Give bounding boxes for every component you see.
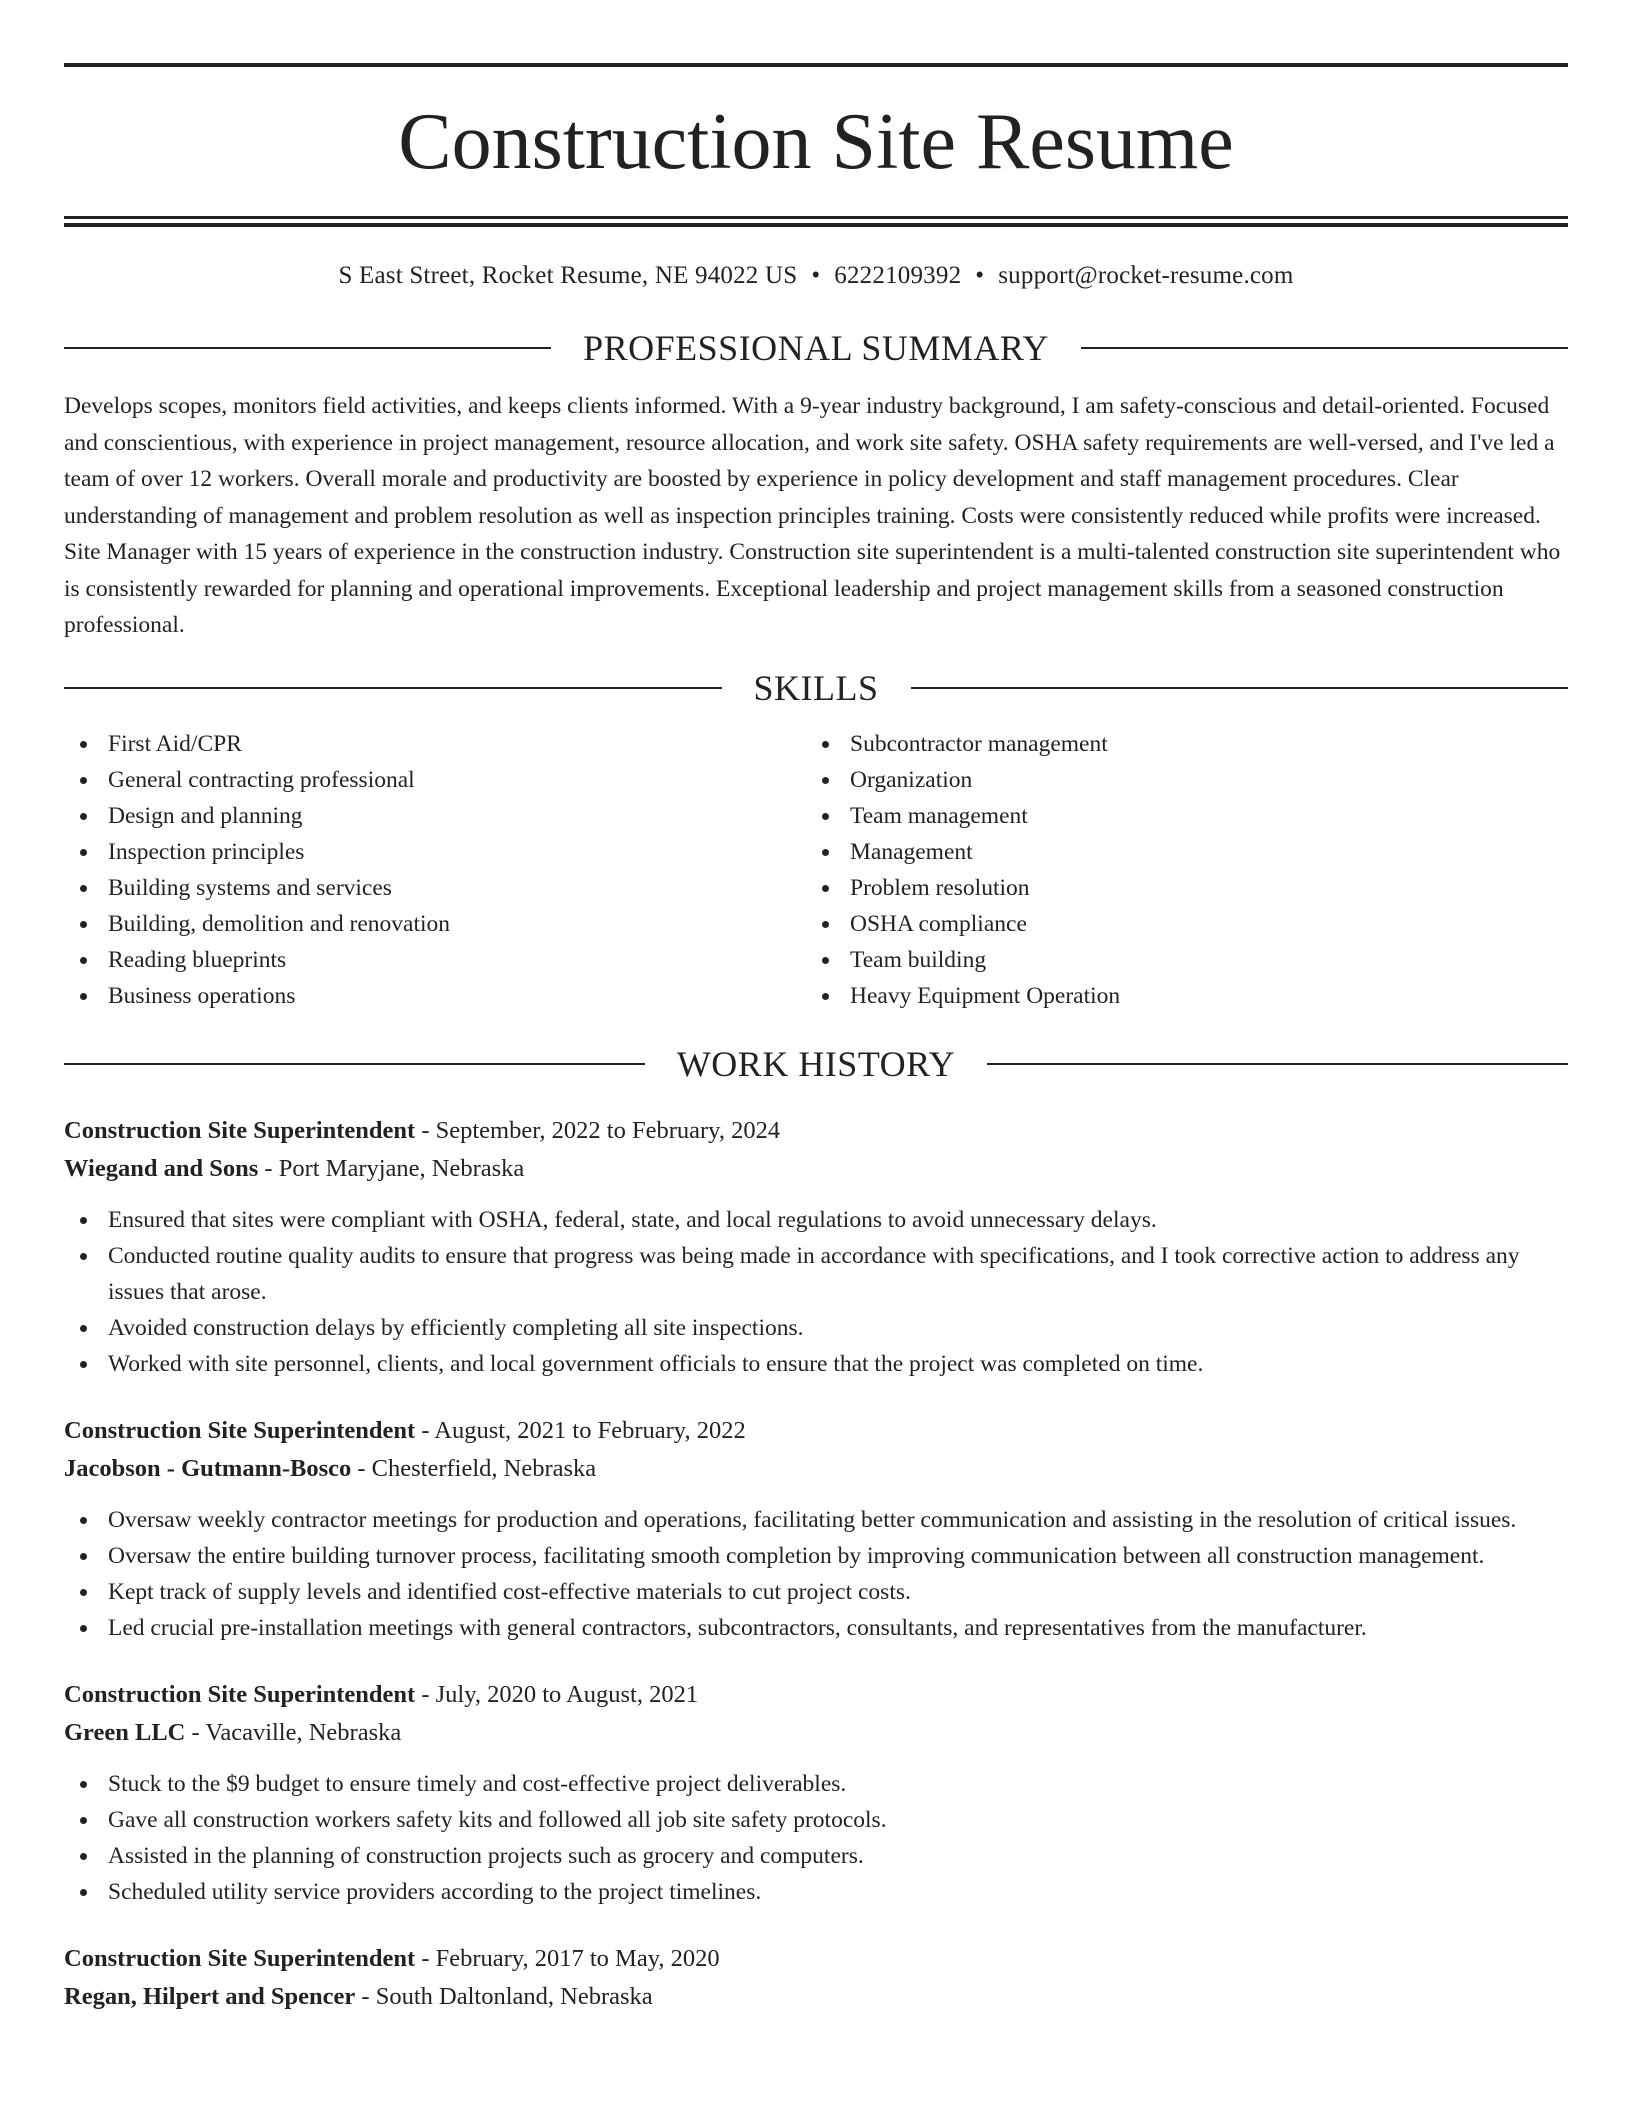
skills-column-right — [806, 726, 1548, 1014]
job-entry — [64, 1412, 1568, 1646]
skill-item: Team management — [806, 798, 1548, 834]
job-dates: August, 2021 to February, 2022 — [434, 1416, 746, 1444]
job-location: Port Maryjane, Nebraska — [278, 1154, 525, 1182]
job-duty: Led crucial pre-installation meetings with general contractors, subcontractors, consultants, and representatives from the manufacturer. — [64, 1610, 1568, 1646]
skills-heading — [64, 666, 1568, 710]
job-title: Construction Site Superintendent — [64, 1416, 416, 1444]
job-dates: July, 2020 to August, 2021 — [435, 1680, 699, 1708]
contact-line — [64, 260, 1568, 292]
top-rule — [64, 63, 1568, 67]
job-duty: Ensured that sites were compliant with OSHA, federal, state, and local regulations to avoid unnecessary delays. — [64, 1202, 1568, 1238]
skill-item: General contracting professional — [64, 762, 806, 798]
job-duty: Worked with site personnel, clients, and local government officials to ensure that the project was completed on time. — [64, 1346, 1568, 1382]
skill-item: Building, demolition and renovation — [64, 906, 806, 942]
job-duties — [64, 1202, 1568, 1382]
job-title: Construction Site Superintendent — [64, 1116, 416, 1144]
job-duty: Kept track of supply levels and identified cost-effective materials to cut project costs. — [64, 1574, 1568, 1610]
summary-heading — [64, 326, 1568, 370]
skill-item: Building systems and services — [64, 870, 806, 906]
job-title: Construction Site Superintendent — [64, 1944, 416, 1972]
job-location: Chesterfield, Nebraska — [371, 1454, 597, 1482]
job-duty: Conducted routine quality audits to ensure that progress was being made in accordance with specifications, and I took corrective action to address any issues that arose. — [64, 1238, 1568, 1310]
heading-rule-right — [987, 1063, 1568, 1065]
job-dates: February, 2017 to May, 2020 — [435, 1944, 720, 1972]
job-company: Wiegand and Sons — [64, 1154, 259, 1182]
contact-phone: 6222109392 — [834, 262, 962, 289]
job-company-line: Wiegand and Sons - Port Maryjane, Nebraska — [64, 1154, 525, 1182]
job-duty: Oversaw weekly contractor meetings for production and operations, facilitating better communication and assisting in the resolution of critical issues. — [64, 1502, 1568, 1538]
title-double-rule — [64, 216, 1568, 227]
job-duties — [64, 1766, 1568, 1910]
skill-item: Reading blueprints — [64, 942, 806, 978]
job-entry — [64, 1676, 1568, 1910]
skill-item: Problem resolution — [806, 870, 1548, 906]
job-company-line: Green LLC - Vacaville, Nebraska — [64, 1718, 402, 1746]
job-duty: Avoided construction delays by efficiently completing all site inspections. — [64, 1310, 1568, 1346]
summary-text: Develops scopes, monitors field activities, and keeps clients informed. With a 9-year industry background, I am safety-conscious and detail-oriented. Focused and conscientious, with experience in project management, resource allocation, and work site safety. OSHA safety requirements are well-versed, and I've led a team of over 12 workers. Overall morale and productivity are boosted by experience in policy development and staff management procedures. Clear understanding of management and problem resolution as well as inspection principles training. Costs were consistently reduced while profits were increased. Site Manager with 15 years of experience in the construction industry. Construction site superintendent is a multi-talented construction site superintendent who is consistently rewarded for planning and operational improvements. Exceptional leadership and project management skills from a seasoned construction professional. — [64, 393, 1561, 638]
job-dates: September, 2022 to February, 2024 — [435, 1116, 781, 1144]
job-company-line: Jacobson - Gutmann-Bosco - Chesterfield, Nebraska — [64, 1454, 597, 1482]
job-duty: Scheduled utility service providers according to the project timelines. — [64, 1874, 1568, 1910]
contact-address: S East Street, Rocket Resume, NE 94022 US — [338, 262, 798, 289]
job-entry — [64, 1112, 1568, 1382]
heading-rule-left — [64, 687, 722, 689]
job-title-line: Construction Site Superintendent - July, 2020 to August, 2021 — [64, 1680, 699, 1708]
skill-item: Management — [806, 834, 1548, 870]
heading-rule-right — [1081, 347, 1568, 349]
heading-rule-right — [911, 687, 1569, 689]
job-company: Regan, Hilpert and Spencer — [64, 1982, 356, 2010]
job-title-line: Construction Site Superintendent - August, 2021 to February, 2022 — [64, 1416, 746, 1444]
section-title: WORK HISTORY — [676, 1043, 956, 1084]
skill-item: Organization — [806, 762, 1548, 798]
skill-item: Inspection principles — [64, 834, 806, 870]
resume-title: Construction Site Resume — [398, 98, 1234, 186]
job-duties — [64, 1502, 1568, 1646]
contact-separator: • — [975, 262, 985, 289]
work-history-heading — [64, 1042, 1568, 1086]
job-duty: Assisted in the planning of construction projects such as grocery and computers. — [64, 1838, 1568, 1874]
skill-item: First Aid/CPR — [64, 726, 806, 762]
section-title: SKILLS — [753, 667, 879, 708]
heading-rule-left — [64, 1063, 645, 1065]
job-location: South Daltonland, Nebraska — [375, 1982, 653, 2010]
resume-page — [64, 0, 1568, 2016]
skills-list — [64, 726, 1568, 1014]
skill-item: Design and planning — [64, 798, 806, 834]
skills-column-left — [64, 726, 806, 1014]
skill-item: Team building — [806, 942, 1548, 978]
job-title-line: Construction Site Superintendent - September, 2022 to February, 2024 — [64, 1116, 781, 1144]
job-duty: Stuck to the $9 budget to ensure timely and cost-effective project deliverables. — [64, 1766, 1568, 1802]
job-duty: Gave all construction workers safety kits and followed all job site safety protocols. — [64, 1802, 1568, 1838]
contact-separator: • — [811, 262, 821, 289]
job-location: Vacaville, Nebraska — [205, 1718, 402, 1746]
job-entry — [64, 1940, 1568, 2016]
contact-email: support@rocket-resume.com — [998, 262, 1294, 289]
job-duty: Oversaw the entire building turnover process, facilitating smooth completion by improving communication between all construction management. — [64, 1538, 1568, 1574]
skill-item: Heavy Equipment Operation — [806, 978, 1548, 1014]
skill-item: Subcontractor management — [806, 726, 1548, 762]
job-company-line: Regan, Hilpert and Spencer - South Daltonland, Nebraska — [64, 1982, 653, 2010]
skill-item: Business operations — [64, 978, 806, 1014]
heading-rule-left — [64, 347, 551, 349]
section-title: PROFESSIONAL SUMMARY — [583, 328, 1049, 368]
job-company: Jacobson - Gutmann-Bosco — [64, 1454, 352, 1482]
job-title: Construction Site Superintendent — [64, 1680, 416, 1708]
job-title-line: Construction Site Superintendent - February, 2017 to May, 2020 — [64, 1944, 720, 1972]
job-company: Green LLC — [64, 1718, 186, 1746]
skill-item: OSHA compliance — [806, 906, 1548, 942]
